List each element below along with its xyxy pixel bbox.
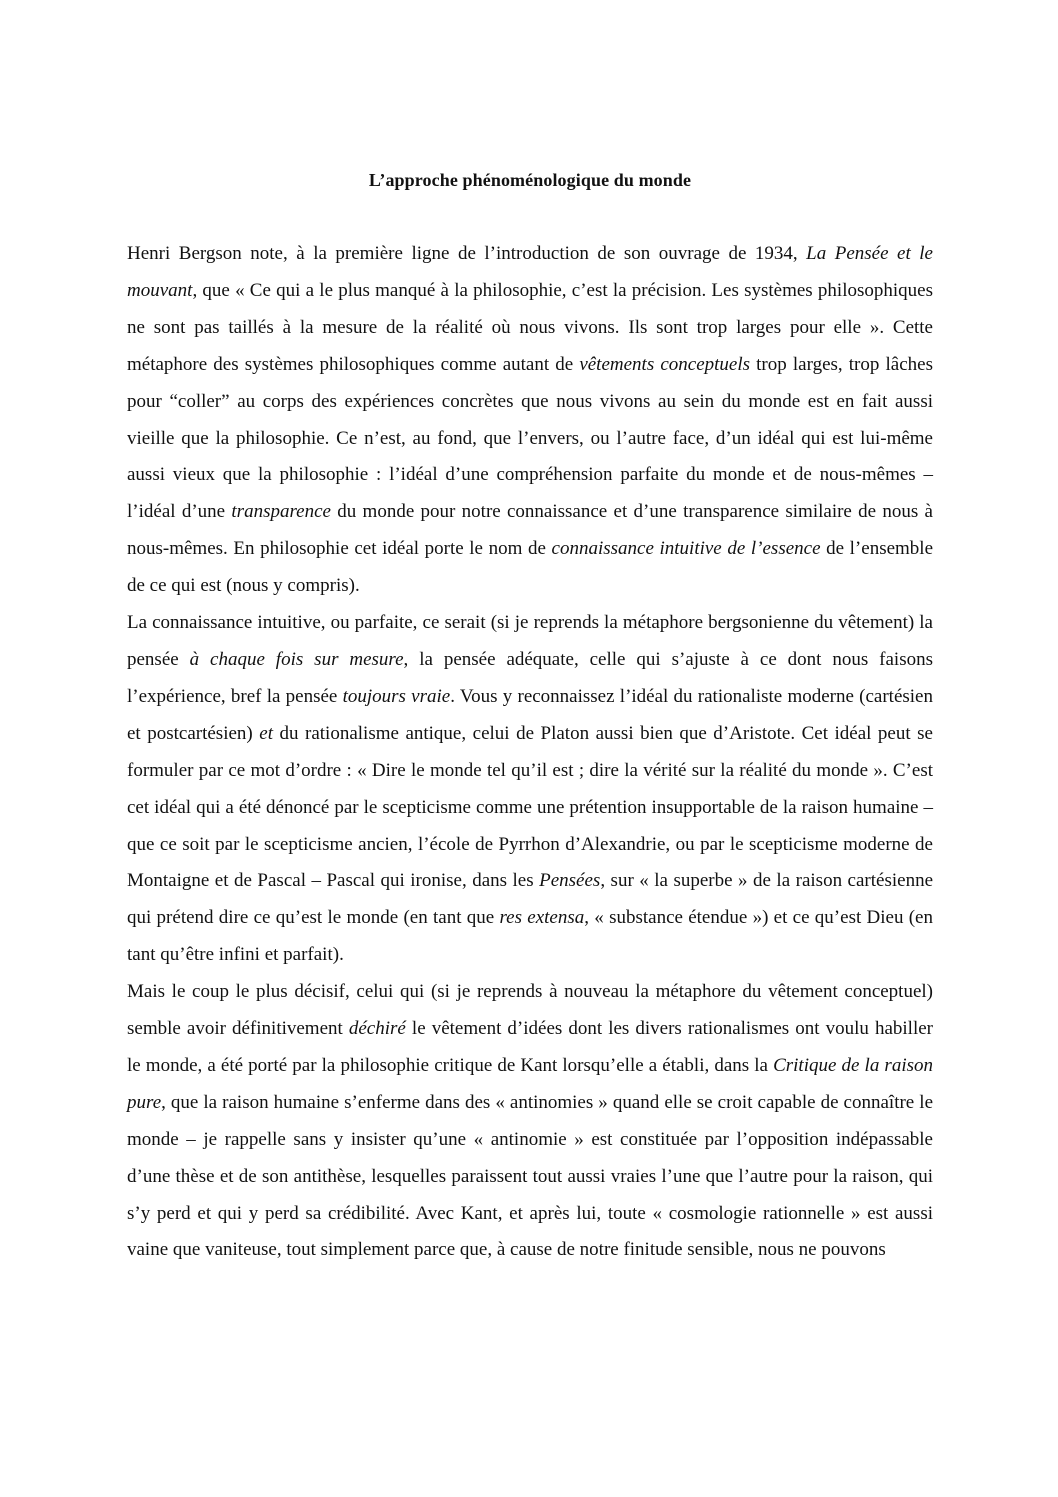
italic-run: vêtements conceptuels	[579, 353, 751, 375]
italic-run: à chaque fois sur mesure	[189, 648, 404, 670]
text-run: , que « Ce qui a le plus manqué à la philosophie, c’est la précision. Les systèmes philosophiques ne sont pas taillés à la mesure de la réalité où nous vivons. Ils sont trop larges pour elle ». Cette métaphore des systèmes philosophiques comme autant de	[127, 279, 933, 375]
italic-run: transparence	[231, 501, 331, 523]
text-run: du rationalisme antique, celui de Platon aussi bien que d’Aristote. Cet idéal peut se formuler par ce mot d’ordre : « Dire le monde tel qu’il est ; dire la vérité sur la réalité du monde ». C’est cet idéal qui a été dénoncé par le scepticisme comme une prétention insupportable de la raison humaine – que ce soit par le scepticisme ancien, l’école de Pyrrhon d’Alexandrie, ou par le scepticisme moderne de Montaigne et de Pascal – Pascal qui ironise, dans les	[127, 722, 933, 892]
italic-run: La Pensée et le mouvant	[127, 243, 933, 301]
italic-run: Critique de la raison pure	[127, 1054, 933, 1113]
text-run: , sur « la superbe » de la raison cartésienne qui prétend dire ce qu’est le monde (en tant que	[127, 870, 934, 929]
document-title: L’approche phénoménologique du monde	[368, 170, 692, 190]
text-run: du monde pour notre connaissance et d’une transparence similaire de nous à nous-mêmes. En philosophie cet idéal porte le nom de	[127, 501, 933, 560]
text-run: le vêtement d’idées dont les divers rationalismes ont voulu habiller le monde, a été porté par la philosophie critique de Kant lorsqu’elle a établi, dans la	[127, 1018, 933, 1076]
text-run: , que la raison humaine s’enferme dans des « antinomies » quand elle se croit capable de connaître le monde – je rappelle sans y insister qu’une « antinomie » est constituée par l’opposition indépassable d’une thèse et de son antithèse, lesquelles paraissent tout aussi vraies l’une que l’autre pour la raison, qui s’y perd et qui y perd sa crédibilité. Avec Kant, et après lui, toute « cosmologie rationnelle » est aussi vaine que vaniteuse, tout simplement parce que, à cause de notre finitude sensible, nous ne pouvons	[127, 1091, 933, 1261]
document-body	[127, 236, 933, 1269]
text-run: La connaissance intuitive, ou parfaite, ce serait (si je reprends la métaphore bergsonienne du vêtement) la pensée	[127, 612, 933, 670]
text-run: de l’ensemble de ce qui est (nous y compris).	[127, 538, 934, 597]
text-run: , « substance étendue ») et ce qu’est Dieu (en tant qu’être infini et parfait).	[127, 907, 933, 966]
italic-run: connaissance intuitive de l’essence	[551, 538, 821, 560]
italic-run: res extensa	[499, 907, 585, 929]
document-page	[127, 168, 933, 1269]
text-run: , la pensée adéquate, celle qui s’ajuste à ce dont nous faisons l’expérience, bref la pensée	[127, 648, 933, 707]
text-run: Mais le coup le plus décisif, celui qui (si je reprends à nouveau la métaphore du vêtement conceptuel) semble avoir définitivement	[127, 981, 933, 1040]
text-run: Henri Bergson note, à la première ligne de l’introduction de son ouvrage de 1934,	[127, 243, 807, 264]
italic-run: Pensées	[539, 870, 601, 892]
text-run: trop larges, trop lâches pour “coller” au corps des expériences concrètes que nous vivons au sein du monde est en fait aussi vieille que la philosophie. Ce n’est, au fond, que l’envers, ou l’autre face, d’un idéal qui est lui-même aussi vieux que la philosophie : l’idéal d’une compréhension parfaite du monde et de nous-mêmes – l’idéal d’une	[127, 353, 933, 523]
italic-run: et	[259, 722, 273, 744]
text-run: . Vous y reconnaissez l’idéal du rationaliste moderne (cartésien et postcartésien)	[127, 685, 933, 744]
italic-run: toujours vraie	[342, 685, 451, 707]
body-paragraph	[127, 974, 933, 1269]
body-paragraph	[127, 236, 933, 605]
body-paragraph	[127, 605, 933, 974]
italic-run: déchiré	[348, 1018, 406, 1040]
